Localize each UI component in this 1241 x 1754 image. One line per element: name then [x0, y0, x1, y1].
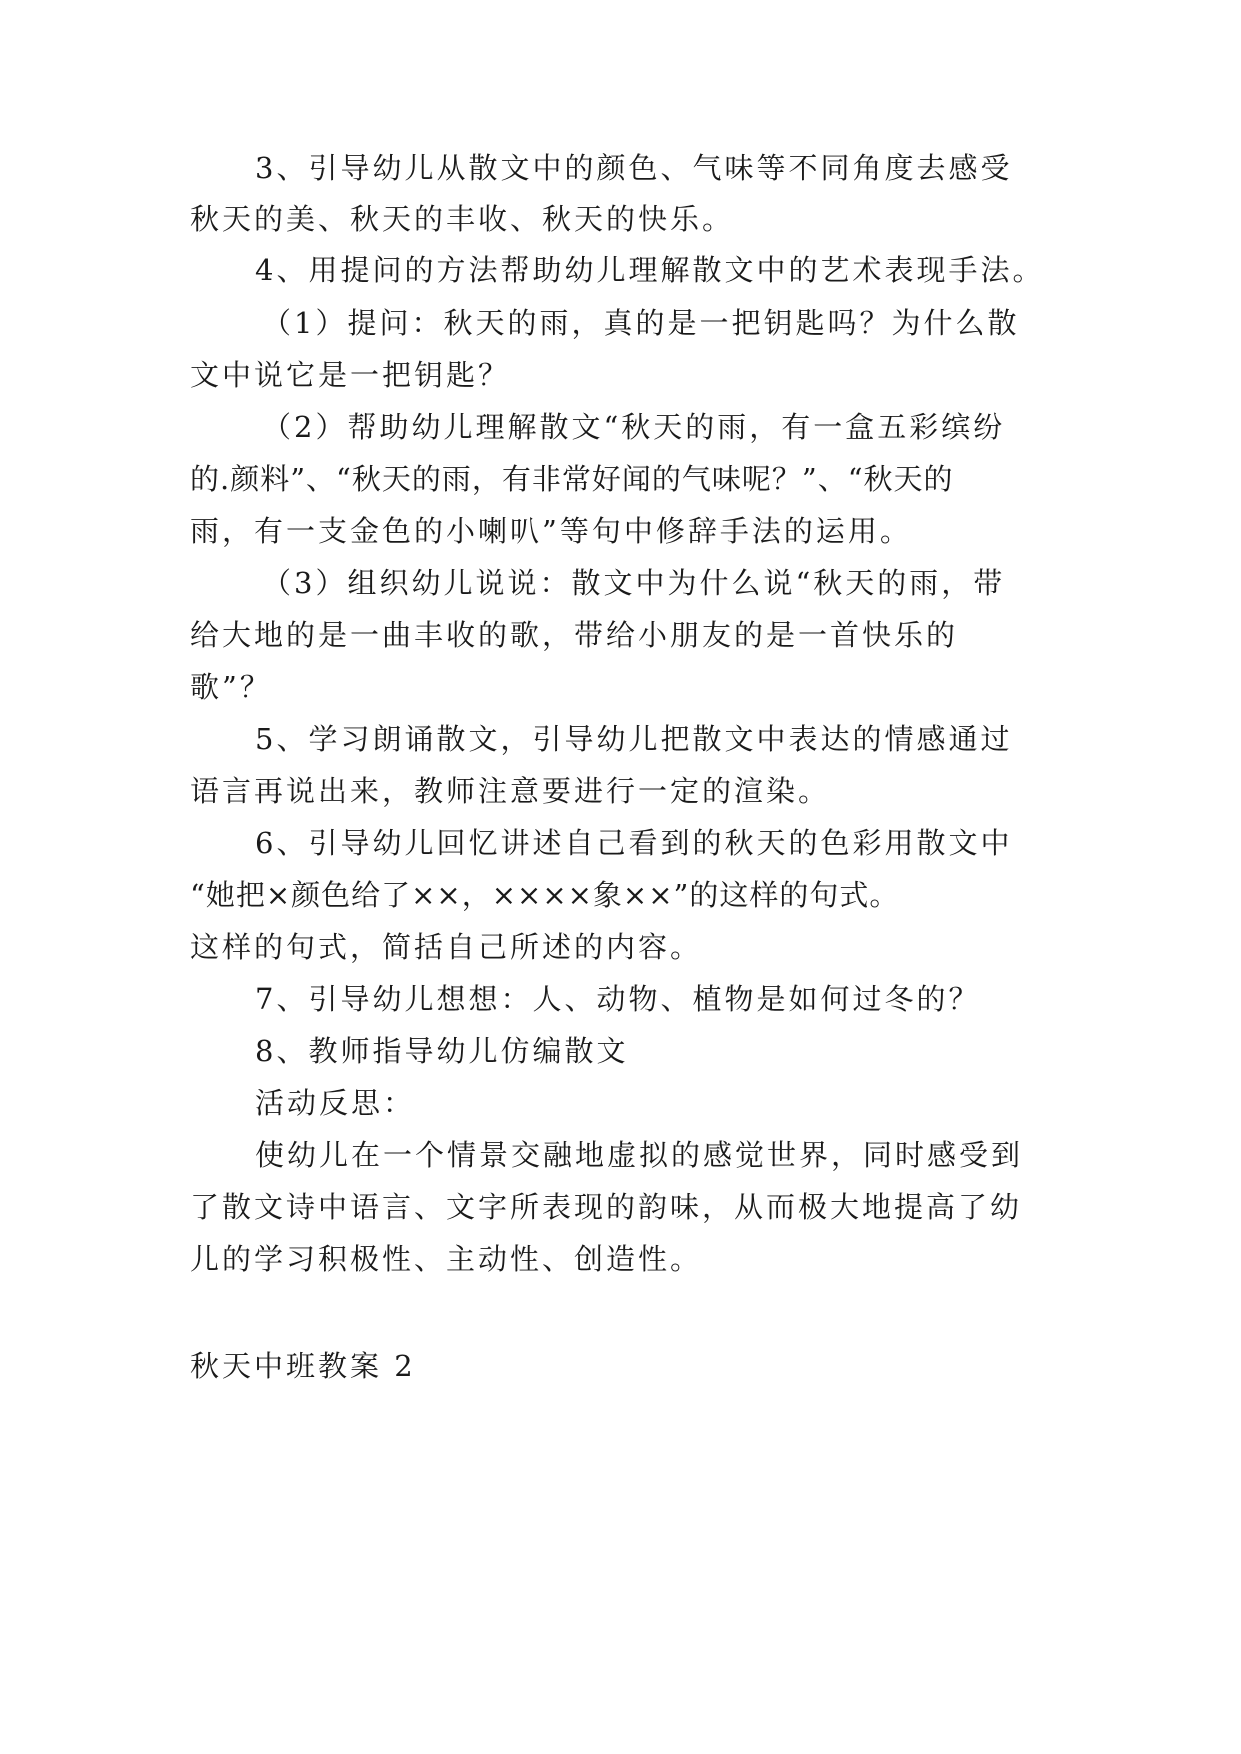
paragraph-line: 雨，有一支金色的小喇叭”等句中修辞手法的运用。 [190, 514, 912, 548]
paragraph-line: 了散文诗中语言、文字所表现的韵味，从而极大地提高了幼 [190, 1190, 1023, 1224]
paragraph-line: 使幼儿在一个情景交融地虚拟的感觉世界，同时感受到 [255, 1138, 1024, 1172]
paragraph-line: 这样的句式，简括自己所述的内容。 [190, 930, 703, 964]
paragraph-line: 秋天的美、秋天的丰收、秋天的快乐。 [190, 202, 735, 236]
paragraph-line: （3）组织幼儿说说：散文中为什么说“秋天的雨，带 [262, 566, 1006, 600]
paragraph-line: 7、引导幼儿想想：人、动物、植物是如何过冬的？ [255, 982, 981, 1016]
paragraph-line: 3、引导幼儿从散文中的颜色、气味等不同角度去感受 [255, 151, 1013, 185]
paragraph-line: 文中说它是一把钥匙？ [190, 358, 511, 392]
paragraph-line: 给大地的是一曲丰收的歌，带给小朋友的是一首快乐的 [190, 618, 959, 652]
paragraph-line: 儿的学习积极性、主动性、创造性。 [190, 1242, 703, 1276]
paragraph-line: （2）帮助幼儿理解散文“秋天的雨，有一盒五彩缤纷 [262, 410, 1006, 444]
paragraph-line: 歌”？ [190, 670, 272, 704]
paragraph-line: 的.颜料”、“秋天的雨，有非常好闻的气味呢？”、“秋天的 [190, 462, 954, 496]
paragraph-line: 活动反思： [255, 1086, 416, 1120]
section-title: 秋天中班教案 2 [190, 1349, 416, 1383]
paragraph-line: 语言再说出来，教师注意要进行一定的渲染。 [190, 774, 831, 808]
paragraph-line: 8、教师指导幼儿仿编散文 [255, 1034, 629, 1068]
paragraph-line: 6、引导幼儿回忆讲述自己看到的秋天的色彩用散文中 [255, 826, 1013, 860]
paragraph-line: 4、用提问的方法帮助幼儿理解散文中的艺术表现手法。 [255, 253, 1045, 287]
paragraph-line: “她把×颜色给了××，××××象××”的这样的句式。 [190, 878, 900, 912]
paragraph-line: 5、学习朗诵散文，引导幼儿把散文中表达的情感通过 [255, 722, 1013, 756]
paragraph-line: （1）提问：秋天的雨，真的是一把钥匙吗？为什么散 [262, 306, 1020, 340]
